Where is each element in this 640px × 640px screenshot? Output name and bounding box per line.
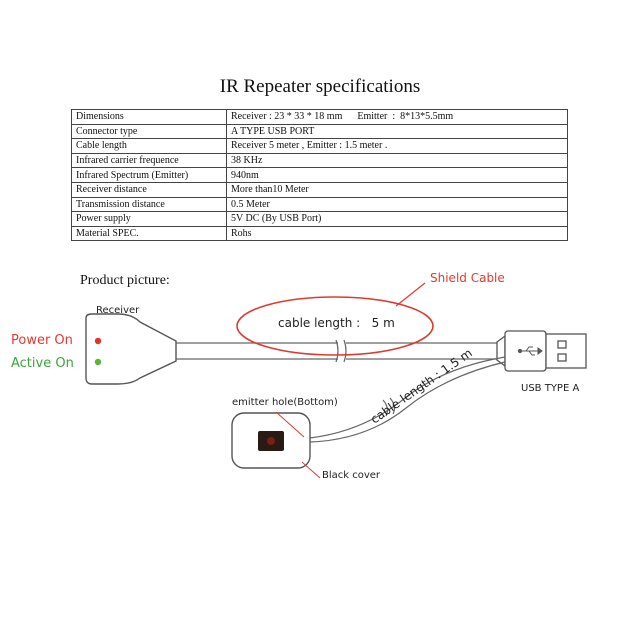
usb-type-label: USB TYPE A <box>521 383 580 394</box>
page-title: IR Repeater specifications <box>219 76 421 97</box>
spec-key: Transmission distance <box>72 197 227 212</box>
spec-value: More than10 Meter <box>227 182 568 197</box>
product-picture-heading: Product picture: <box>80 273 170 288</box>
spec-key: Power supply <box>72 212 227 227</box>
spec-value: 5V DC (By USB Port) <box>227 212 568 227</box>
shield-cable-label: Shield Cable <box>430 271 505 285</box>
spec-value: Receiver 5 meter , Emitter : 1.5 meter . <box>227 139 568 154</box>
spec-key: Infrared Spectrum (Emitter) <box>72 168 227 183</box>
black-cover-label: Black cover <box>322 470 381 481</box>
cable-length-main-label: cable length : 5 m <box>278 316 395 330</box>
receiver-body <box>86 314 176 384</box>
spec-value: A TYPE USB PORT <box>227 124 568 139</box>
spec-value: 940nm <box>227 168 568 183</box>
spec-key: Connector type <box>72 124 227 139</box>
spec-value: 0.5 Meter <box>227 197 568 212</box>
shield-cable-pointer <box>396 283 425 306</box>
receiver-label: Receiver <box>96 305 140 316</box>
active-on-label: Active On <box>11 356 74 371</box>
spec-key: Cable length <box>72 139 227 154</box>
emitter-hole-label: emitter hole(Bottom) <box>232 397 338 408</box>
active-led <box>95 359 101 365</box>
power-led <box>95 338 101 344</box>
spec-value: 38 KHz <box>227 153 568 168</box>
spec-key: Infrared carrier frequence <box>72 153 227 168</box>
spec-value: Rohs <box>227 226 568 241</box>
cable-length-emitter-label: cable length : 1.5 m <box>368 345 475 427</box>
power-on-label: Power On <box>11 333 73 348</box>
spec-key: Receiver distance <box>72 182 227 197</box>
black-cover-pointer <box>302 462 320 478</box>
emitter-lens <box>267 437 275 445</box>
spec-key: Material SPEC. <box>72 226 227 241</box>
spec-key: Dimensions <box>72 110 227 125</box>
spec-value: Receiver : 23 * 33 * 18 mm Emitter : 8*13*5.5mm <box>227 110 568 125</box>
